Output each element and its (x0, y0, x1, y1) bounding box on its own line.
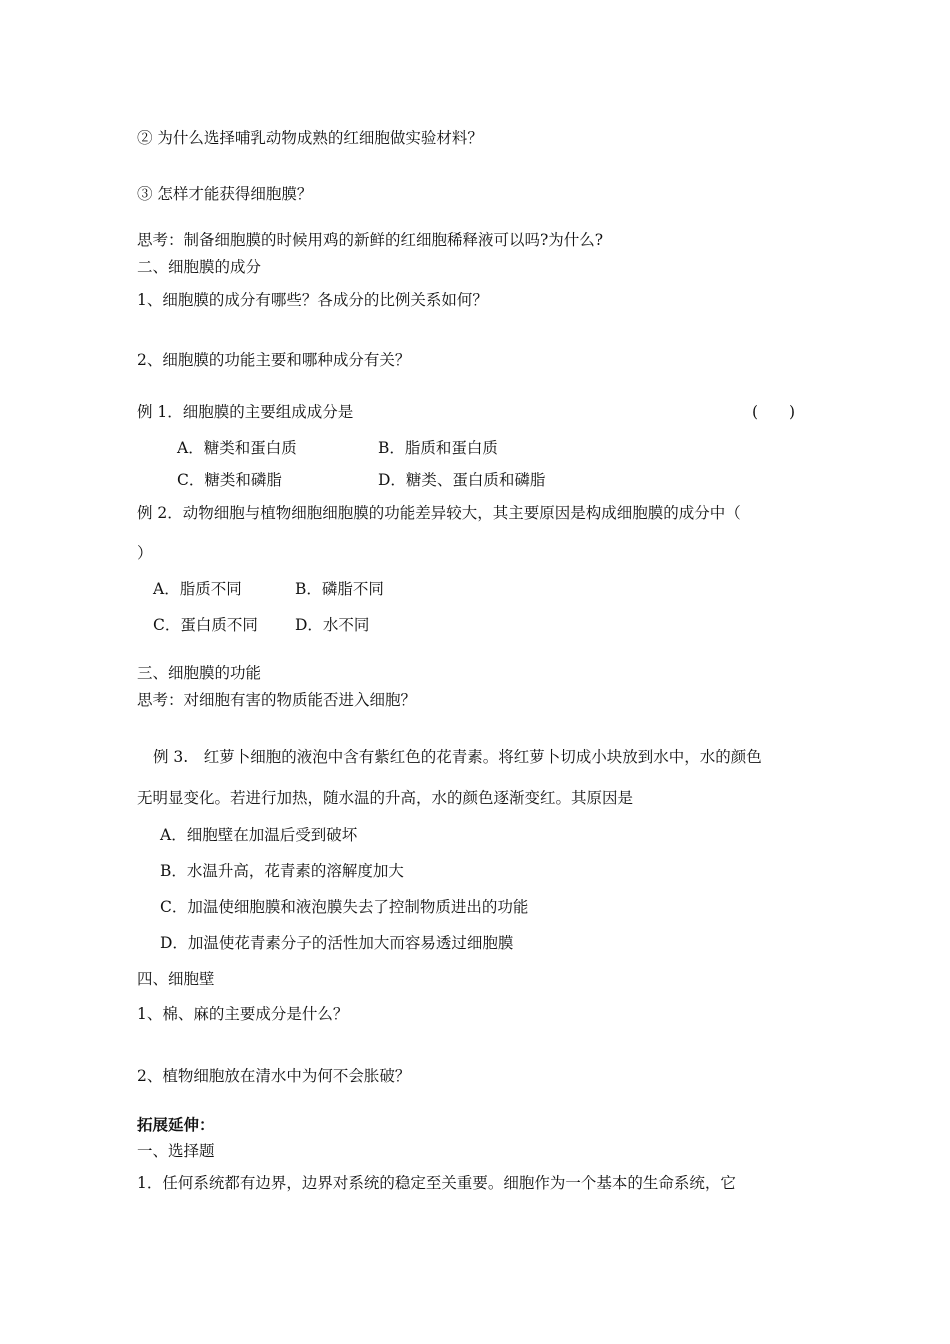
extension-question-1: 1．任何系统都有边界，边界对系统的稳定至关重要。细胞作为一个基本的生命系统，它 (137, 1174, 736, 1192)
example-1-answer-blank: ( ) (752, 403, 796, 421)
example-3-option-a: A．细胞壁在加温后受到破坏 (160, 826, 358, 844)
example-3-stem-line-2: 无明显变化。若进行加热，随水温的升高，水的颜色逐渐变红。其原因是 (137, 789, 634, 807)
example-3-option-d: D．加温使花青素分子的活性加大而容易透过细胞膜 (160, 934, 514, 952)
example-1-option-c: C．糖类和磷脂 (177, 471, 282, 489)
example-2-option-a: A．脂质不同 (153, 580, 242, 598)
section-2-question-2: 2、细胞膜的功能主要和哪种成分有关？ (137, 351, 411, 369)
question-2-text: ② 为什么选择哺乳动物成熟的红细胞做实验材料？ (137, 129, 483, 147)
example-1-option-a: A．糖类和蛋白质 (177, 439, 297, 457)
think-question-2: 思考：对细胞有害的物质能否进入细胞？ (137, 691, 417, 709)
question-3-text: ③ 怎样才能获得细胞膜？ (137, 185, 313, 203)
example-3-stem-line-1: 例 3. 红萝卜细胞的液泡中含有紫红色的花青素。将红萝卜切成小块放到水中，水的颜色 (153, 748, 762, 766)
section-2-question-1: 1、细胞膜的成分有哪些？各成分的比例关系如何？ (137, 291, 488, 309)
section-4-heading: 四、细胞壁 (137, 970, 215, 988)
example-2-option-b: B．磷脂不同 (295, 580, 384, 598)
example-2-answer-blank: ） (137, 544, 153, 562)
example-1-option-d: D．糖类、蛋白质和磷脂 (378, 471, 546, 489)
example-1-option-b: B．脂质和蛋白质 (378, 439, 498, 457)
example-2-option-d: D．水不同 (295, 616, 370, 634)
example-2-option-c: C．蛋白质不同 (153, 616, 258, 634)
section-4-question-1: 1、棉、麻的主要成分是什么？ (137, 1005, 349, 1023)
section-4-question-2: 2、植物细胞放在清水中为何不会胀破？ (137, 1067, 411, 1085)
section-2-heading: 二、细胞膜的成分 (137, 258, 262, 276)
section-3-heading: 三、细胞膜的功能 (137, 664, 262, 682)
example-1-stem: 例 1．细胞膜的主要组成成分是 (137, 403, 354, 421)
example-3-option-b: B．水温升高，花青素的溶解度加大 (160, 862, 404, 880)
extension-section-1-heading: 一、选择题 (137, 1142, 215, 1160)
example-3-option-c: C．加温使细胞膜和液泡膜失去了控制物质进出的功能 (160, 898, 529, 916)
extension-title: 拓展延伸： (137, 1116, 215, 1134)
example-2-stem: 例 2．动物细胞与植物细胞细胞膜的功能差异较大，其主要原因是构成细胞膜的成分中（ (137, 504, 741, 522)
think-question-1: 思考：制备细胞膜的时候用鸡的新鲜的红细胞稀释液可以吗?为什么? (137, 231, 604, 249)
